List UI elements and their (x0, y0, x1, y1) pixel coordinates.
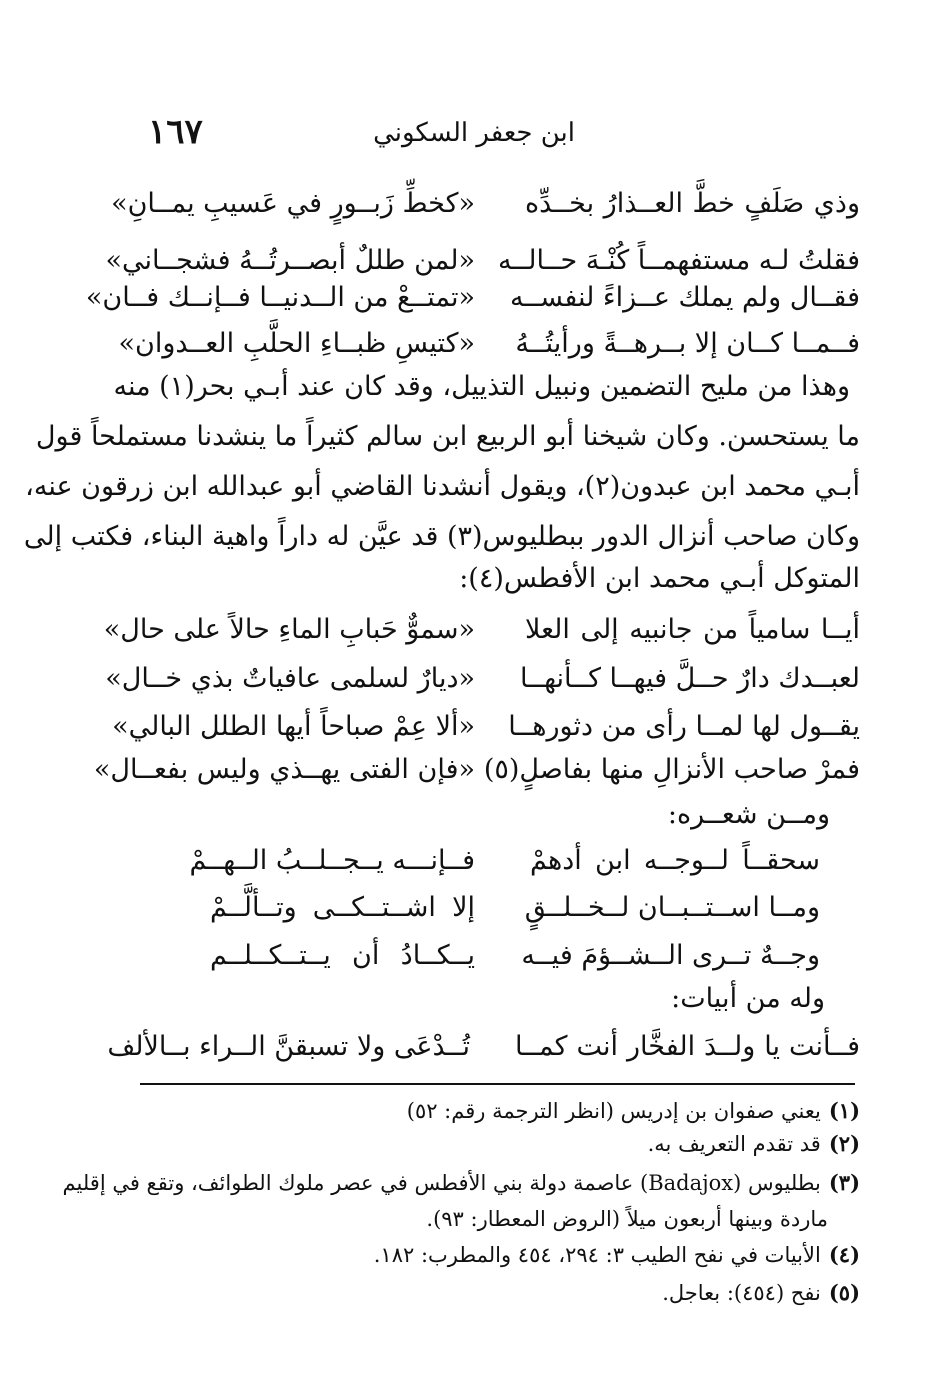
verse-second-hemistich: تُــدْعَى ولا تسبقنَّ الــراء بــالألف (107, 1031, 470, 1062)
verse-line (111, 178, 860, 230)
footnote-text: نفح (٤٥٤): بعاجل. (662, 1281, 821, 1305)
poem-intro: وله من أبيات: (671, 983, 825, 1014)
running-title: ابن جعفر السكوني (373, 118, 575, 148)
footnote-number: (٣) (828, 1170, 860, 1195)
footnote-text: يعني صفوان بن إدريس (انظر الترجمة رقم: ٥٢) (406, 1099, 821, 1123)
footnote-number: (٥) (828, 1280, 860, 1305)
prose-line: ما يستحسن. وكان شيخنا أبو الربيع ابن سالم كثيراً ما ينشدنا مستملحاً قول (35, 421, 860, 452)
verse-first-hemistich: وجــهٌ تــرى الــشــؤمَ فيــه (521, 940, 820, 971)
prose-line: وهذا من مليح التضمين ونبيل التذييل، وقد كان عند أبـي بحر(١) منه (113, 371, 850, 402)
prose-line: أبـي محمد ابن عبدون(٢)، ويقول أنشدنا القاضي أبو عبدالله ابن زرقون عنه، (25, 471, 860, 502)
verse-second-hemistich: «ديارٌ لسلمى عافياتٌ بذي خــال» (105, 663, 475, 694)
verse-first-hemistich: لعبــدك دارٌ حــلَّ فيهــا كــأنهــا (520, 663, 860, 694)
prose-line: المتوكل أبـي محمد ابن الأفطس(٤): (459, 563, 860, 594)
footnote (140, 1237, 860, 1273)
verse-second-hemistich: «ألا عِمْ صباحاً أيها الطلل البالي» (112, 711, 475, 742)
footnote (62, 1165, 860, 1201)
verse-line (107, 1021, 860, 1073)
footnote-number: (٤) (828, 1242, 860, 1267)
footnote-text: الأبيات في نفح الطيب ٣: ٢٩٤، ٤٥٤ والمطرب: ١٨٢. (373, 1243, 821, 1267)
verse-second-hemistich: «سموٌّ حَبابِ الماءِ حالاً على حال» (103, 614, 475, 645)
verse-line (180, 882, 820, 934)
footnote-continuation: ماردة وبينها أربعون ميلاً (الروض المعطار: ٩٣). (426, 1207, 828, 1231)
verse-line (180, 835, 820, 887)
verse-first-hemistich: وذي صَلَفٍ خطَّ العــذارُ بخــدِّه (525, 188, 860, 219)
footnote (140, 1275, 860, 1311)
footnote-text: قد تقدم التعريف به. (647, 1132, 821, 1156)
verse-second-hemistich: «لمن طللٌ أبصــرتُــهُ فشجــاني» (105, 245, 475, 276)
verse-second-hemistich: فــإنـــه يــجــلــبُ الــهــمْ (189, 845, 475, 876)
footnote-text: بطليوس (Badajox) عاصمة دولة بني الأفطس في عصر ملوك الطوائف، وتقع في إقليم (62, 1171, 821, 1195)
footnote-number: (١) (828, 1098, 860, 1123)
footnote (140, 1093, 860, 1129)
verse-first-hemistich: يقــول لها لمــا رأى من دثورهــا (508, 711, 860, 742)
verse-line (105, 653, 860, 705)
verse-second-hemistich: «كتيسِ ظبــاءِ الحلَّبِ العــدوان» (118, 328, 475, 359)
page-number: ١٦٧ (148, 112, 203, 152)
verse-second-hemistich: «فإن الفتى يهــذي وليس بفعــال» (93, 754, 475, 785)
footnote-divider (140, 1083, 855, 1085)
page-header (140, 110, 860, 160)
verse-first-hemistich: سحقــاً لــوجــه ابن أدهمْ (530, 845, 820, 876)
verse-line (85, 272, 860, 324)
verse-first-hemistich: فقلتُ لـه مستفهمــاً كُنْـهَ حــالــه (497, 245, 860, 276)
verse-first-hemistich: فــأنت يا ولــدَ الفخَّار أنت كمــا (515, 1031, 860, 1062)
verse-second-hemistich: إلا اشــتــكــى وتــألَّــمْ (210, 892, 475, 923)
verse-first-hemistich: فمرْ صاحب الأنزالِ منها بفاصلٍ(٥) (483, 754, 860, 785)
verse-first-hemistich: أيــا سامياً من جانبيه إلى العلا (525, 614, 860, 645)
poem-intro: ومــن شعــره: (667, 799, 830, 830)
verse-first-hemistich: فــمــا كــان إلا بــرهــةً ورأيتُــهُ (515, 328, 860, 359)
footnote-number: (٢) (828, 1131, 860, 1156)
verse-first-hemistich: ومــا اســتــبــان لــخــلــقٍ (524, 892, 820, 923)
verse-second-hemistich: «كخطِّ زَبــورٍ في عَسيبِ يمــانِ» (111, 188, 475, 219)
footnote (140, 1126, 860, 1162)
prose-line: وكان صاحب أنزال الدور ببطليوس(٣) قد عيَّن له داراً واهية البناء، فكتب إلى (23, 521, 860, 552)
verse-second-hemistich: يــكــادُ أن يــتــكــلــم (210, 940, 475, 971)
verse-line (103, 604, 860, 656)
verse-first-hemistich: فقــال ولم يملك عــزاءً لنفســه (509, 282, 860, 313)
verse-second-hemistich: «تمتــعْ من الــدنيــا فــإنــك فــان» (85, 282, 475, 313)
